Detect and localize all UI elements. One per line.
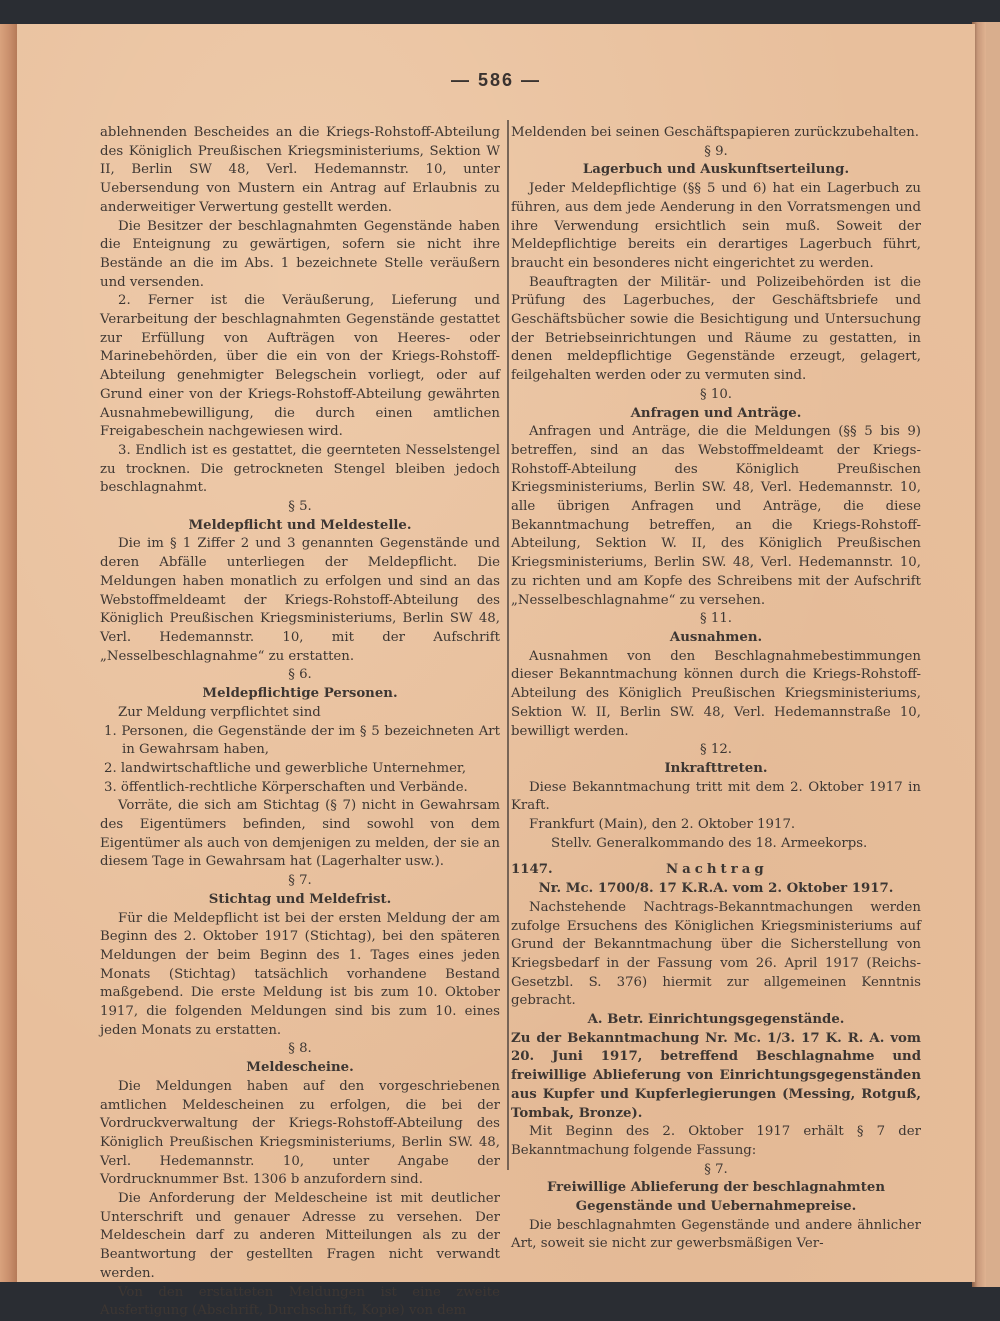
section-7-text: Für die Meldepflicht ist bei der ersten Meldung der am Beginn des 2. Oktober 1917 (Stichtag), bei den späteren Meldungen der beim Beginn des 1. Tages eines jeden Monats (Stichtag) tatsächlich vorhandene Bestand maßgebend. Die erste Meldung ist bis zum 10. Oktober 1917, die folgenden Meldungen sind bis zum 10. eines jeden Monats zu erstatten. — [100, 910, 500, 1038]
section-12-text: Diese Bekanntmachung tritt mit dem 2. Oktober 1917 in Kraft. — [511, 779, 921, 814]
column-divider — [507, 120, 509, 1170]
paragraph-besitzer: Die Besitzer der beschlagnahmten Gegenstände haben die Enteignung zu gewärtigen, sofern sie nicht ihre Bestände an die im Abs. 1 bezeichnete Stelle veräußern und versenden. — [100, 218, 500, 290]
nachtrag-text: Nachstehende Nachtrags-Bekanntmachungen werden zufolge Ersuchens des Königlichen Kriegsministeriums auf Grund der Bekanntmachung über die Sicherstellung von Kriegsbedarf in der Fassung vom 26. April 1917 (Reichs-Gesetzbl. S. 376) hiermit zur allgemeinen Kenntnis gebracht. — [511, 899, 921, 1009]
section-7-number: § 7. — [288, 873, 312, 889]
section-10-number: § 10. — [699, 386, 733, 402]
left-column — [100, 124, 500, 1321]
section-5-number: § 5. — [288, 499, 312, 515]
paragraph-continuation: Meldenden bei seinen Geschäftspapieren zurückzubehalten. — [511, 125, 920, 140]
section-8-paragraph-1: Die Meldungen haben auf den vorgeschriebenen amtlichen Meldescheinen zu erfolgen, die bei der Vordruckverwaltung der Kriegs-Rohstoff-Abteilung des Königlich Preußischen Kriegsministeriums, Berlin SW. 48, Verl. Hedemannstr. 10, unter Angabe der Vordrucknummer Bst. 1306 b anzufordern sind. — [100, 1078, 500, 1188]
nachtrag-title: Nachtrag — [666, 862, 768, 878]
section-11-title: Ausnahmen. — [669, 629, 763, 645]
section-8-title: Meldescheine. — [246, 1060, 354, 1076]
section-6-title: Meldepflichtige Personen. — [202, 686, 398, 702]
list-item: 2. landwirtschaftliche und gewerbliche Unternehmer, — [104, 760, 467, 776]
section-10-title: Anfragen und Anträge. — [630, 405, 802, 421]
section-6-vorraete: Vorräte, die sich am Stichtag (§ 7) nicht in Gewahrsam des Eigentümers befinden, sind sowohl von dem Eigentümer als auch von demjenigen zu melden, der sie an diesem Tage in Gewahrsam hat (Lagerhalter usw.). — [100, 798, 500, 870]
book-binding-edge — [0, 24, 17, 1282]
paragraph-item-3: 3. Endlich ist es gestattet, die geernteten Nesselstengel zu trocknen. Die getrockneten Stengel bleiben jedoch beschlagnahmt. — [100, 442, 500, 496]
new-section-7-text: Die beschlagnahmten Gegenstände und andere ähnlicher Art, soweit sie nicht zur gewerbsmäßigen Ver- — [511, 1217, 921, 1252]
section-11-number: § 11. — [699, 611, 733, 627]
nachtrag-reference: Nr. Mc. 1700/8. 17 K.R.A. vom 2. Oktober 1917. — [538, 881, 894, 897]
section-6-intro: Zur Meldung verpflichtet sind — [118, 704, 321, 720]
paragraph-intro: ablehnenden Bescheides an die Kriegs-Rohstoff-Abteilung des Königlich Preußischen Kriegsministeriums, Sektion W II, Berlin SW 48, Verl. Hedemannstr. 10, unter Uebersendung von Mustern ein Antrag auf Erlaubnis zu anderweitiger Verwertung gestellt werden. — [100, 125, 500, 215]
section-12-title: Inkrafttreten. — [664, 760, 768, 776]
right-column — [511, 124, 921, 1254]
section-8-number: § 8. — [288, 1041, 312, 1057]
section-9-number: § 9. — [704, 143, 728, 159]
paragraph-item-2: 2. Ferner ist die Veräußerung, Lieferung und Verarbeitung der beschlagnahmten Gegenstände gestattet zur Erfüllung von Aufträgen von Heeres- oder Marinebehörden, über die ein von der Kriegs-Rohstoff-Abteilung genehmigter Belegschein vorliegt, oder auf Grund einer von der Kriegs-Rohstoff-Abteilung gewährten Ausnahmebewilligung, die durch einen amtlichen Freigabeschein nachgewiesen wird. — [100, 293, 500, 440]
document-page — [17, 24, 975, 1319]
section-8-paragraph-3: Von den erstatteten Meldungen ist eine zweite Ausfertigung (Abschrift, Durchschrift, Kopie) von dem — [100, 1284, 500, 1319]
section-9-paragraph-2: Beauftragten der Militär- und Polizeibehörden ist die Prüfung des Lagerbuches, der Geschäftsbriefe und Geschäftsbücher sowie die Besichtigung und Untersuchung der Betriebseinrichtungen und Räume zu gestatten, in denen meldepflichtige Gegenstände erzeugt, gelagert, feilgehalten werden oder zu vermuten sind. — [511, 274, 921, 384]
list-item: 3. öffentlich-rechtliche Körperschaften und Verbände. — [104, 779, 468, 795]
section-7-title: Stichtag und Meldefrist. — [208, 891, 392, 907]
item-number: 1147. — [511, 862, 553, 878]
section-6-number: § 6. — [288, 667, 312, 683]
section-10-text: Anfragen und Anträge, die die Meldungen (§§ 5 bis 9) betreffen, sind an das Webstoffmeldeamt der Kriegs-Rohstoff-Abteilung des Königlich Preußischen Kriegsministeriums, Berlin SW. 48, Verl. Hedemannstr. 10, alle übrigen Anfragen und Anträge, die diese Bekanntmachung betreffen, an die Kriegs-Rohstoff-Abteilung, Sektion W. II, des Königlich Preußischen Kriegsministeriums, Berlin SW. 48, Verl. Hedemannstr. 10, zu richten und am Kopfe des Schreibens mit der Aufschrift „Nesselbeschlagnahme“ zu versehen. — [511, 424, 921, 608]
section-9-paragraph-1: Jeder Meldepflichtige (§§ 5 und 6) hat ein Lagerbuch zu führen, aus dem jede Aenderung in den Vorratsmengen und ihre Verwendung ersichtlich sein muß. Soweit der Meldepflichtige bereits ein derartiges Lagerbuch führt, braucht ein besonderes nicht eingerichtet zu werden. — [511, 181, 921, 271]
section-11-text: Ausnahmen von den Beschlagnahmebestimmungen dieser Bekanntmachung können durch die Kriegs-Rohstoff-Abteilung des Königlich Preußischen Kriegsministeriums, Sektion W. II, Berlin SW. 48, Verl. Hedemannstraße 10, bewilligt werden. — [511, 648, 921, 739]
next-page-edge — [986, 22, 1000, 1287]
signature: Stellv. Generalkommando des 18. Armeekorps. — [551, 835, 868, 851]
section-5-text: Die im § 1 Ziffer 2 und 3 genannten Gegenstände und deren Abfälle unterliegen der Meldepflicht. Die Meldungen haben monatlich zu erfolgen und sind an das Webstoffmeldeamt der Kriegs-Rohstoff-Abteilung des Königlich Preußischen Kriegsministeriums, Berlin SW 48, Verl. Hedemannstr. 10, mit der Aufschrift „Nesselbeschlagnahme“ zu erstatten. — [100, 536, 500, 664]
section-5-title: Meldepflicht und Meldestelle. — [188, 517, 412, 533]
new-section-7-number: § 7. — [704, 1161, 728, 1177]
section-a-text: Mit Beginn des 2. Oktober 1917 erhält § 7 der Bekanntmachung folgende Fassung: — [511, 1124, 921, 1158]
section-12-number: § 12. — [699, 742, 733, 758]
section-8-paragraph-2: Die Anforderung der Meldescheine ist mit deutlicher Unterschrift und genauer Adresse zu versehen. Der Meldeschein darf zu anderen Mitteilungen als zu der Beantwortung der gestellten Fragen nicht verwandt werden. — [100, 1191, 500, 1281]
section-9-title: Lagerbuch und Auskunftserteilung. — [582, 162, 850, 178]
page-number: — 586 — — [450, 70, 542, 90]
new-section-7-title: Freiwillige Ablieferung der beschlagnahmten Gegenstände und Uebernahmepreise. — [546, 1180, 886, 1215]
list-item: 1. Personen, die Gegenstände der im § 5 bezeichneten Art in Gewahrsam haben, — [104, 723, 500, 758]
section-a-reference: Zu der Bekanntmachung Nr. Mc. 1/3. 17 K. R. A. vom 20. Juni 1917, betreffend Beschlagnahme und freiwillige Ablieferung von Einrichtungsgegenständen aus Kupfer und Kupferlegierungen (Messing, Rotguß, Tombak, Bronze). — [511, 1030, 921, 1121]
place-and-date: Frankfurt (Main), den 2. Oktober 1917. — [529, 817, 796, 833]
nachtrag-header — [511, 861, 921, 880]
section-a-title: A. Betr. Einrichtungsgegenstände. — [587, 1012, 845, 1028]
